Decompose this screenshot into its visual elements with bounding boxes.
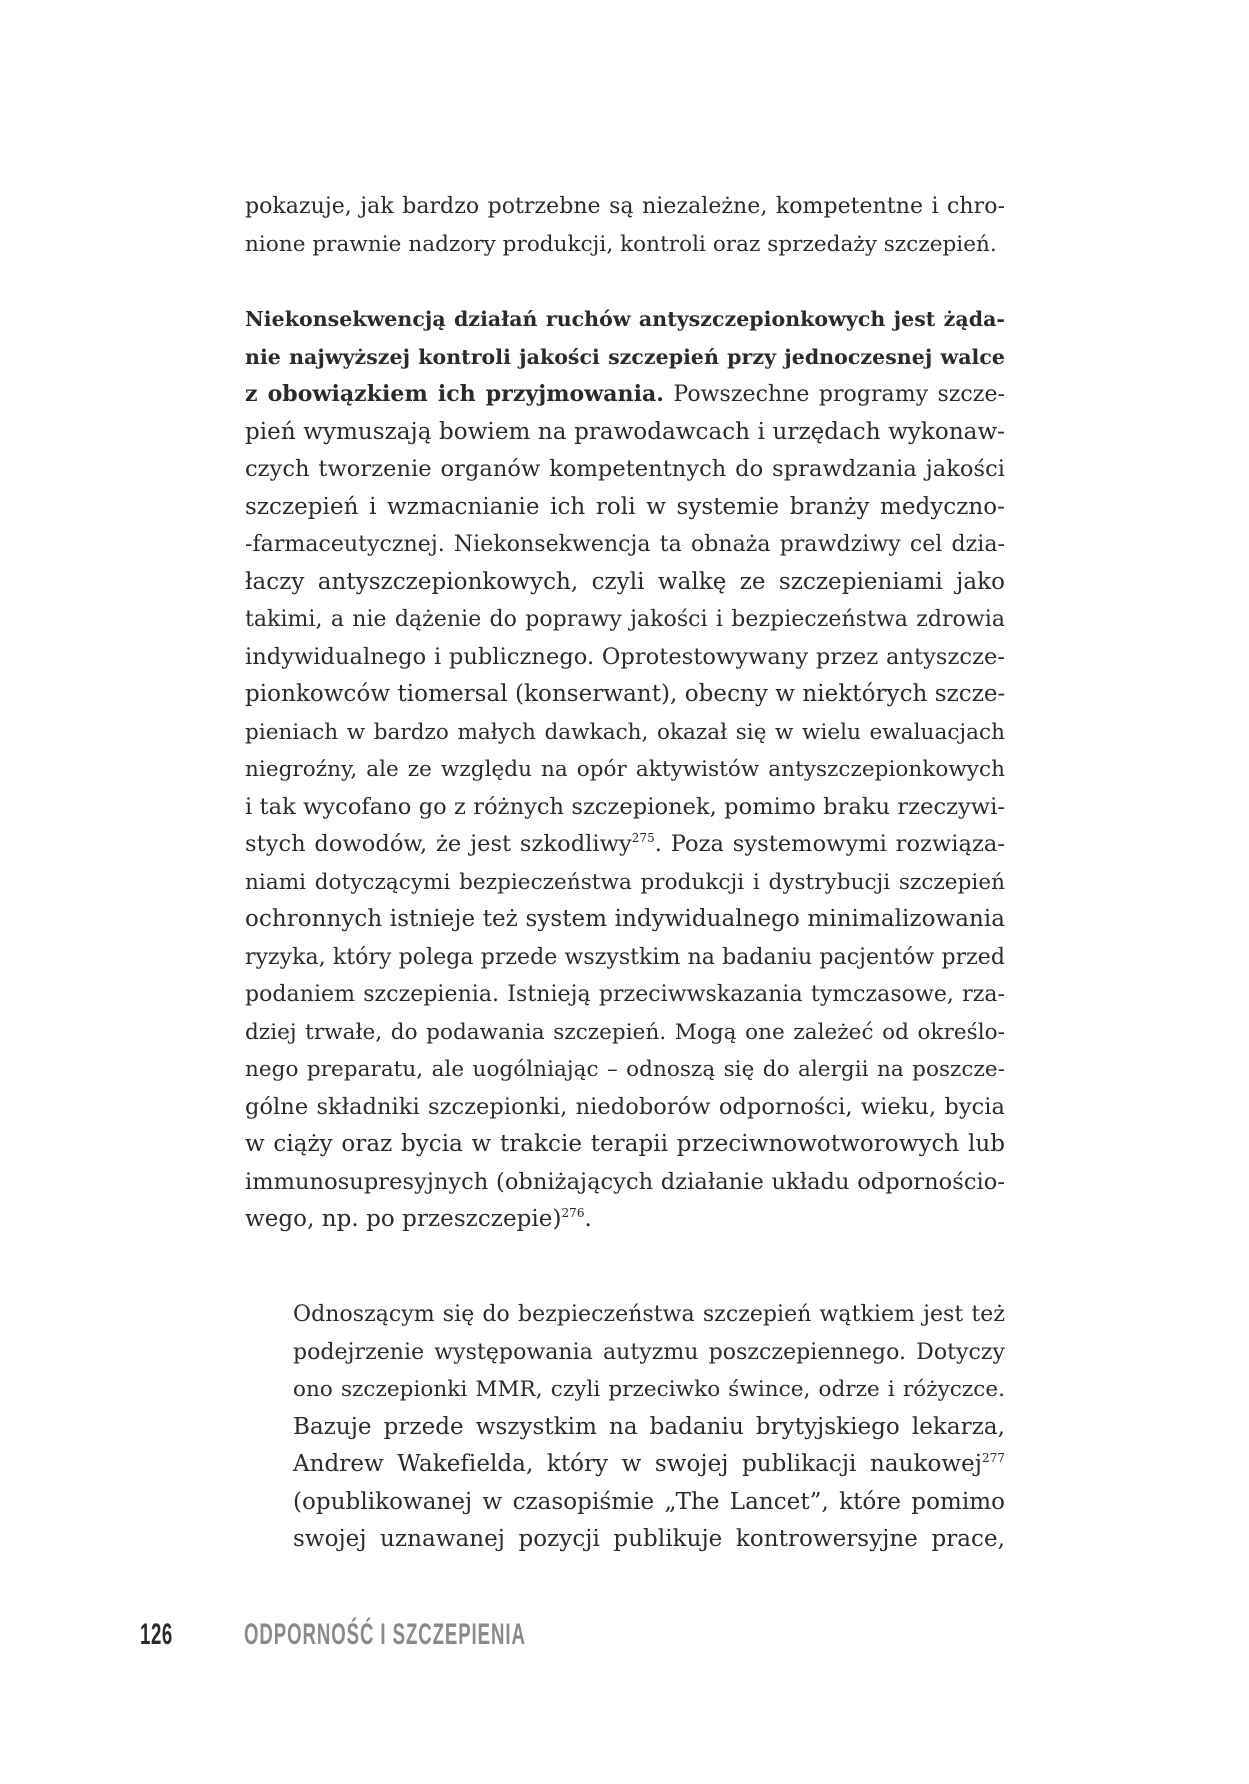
- page-footer: [140, 1618, 173, 1652]
- text-run: .: [584, 1206, 592, 1232]
- text-line: pionkowców tiomersal (konserwant), obecny w niektórych szcze-: [245, 681, 1006, 707]
- text-line: nione prawnie nadzory produkcji, kontroli oraz sprzedaży szczepień.: [245, 231, 997, 257]
- text-line: pieniach w bardzo małych dawkach, okazał się w wielu ewaluacjach: [245, 719, 1005, 745]
- text-line: w ciąży oraz bycia w trakcie terapii przeciwnowotworowych lub: [245, 1131, 1005, 1157]
- text-run: stych dowodów, że jest szkodliwy: [245, 831, 632, 857]
- text-run: Powszechne programy szcze-: [664, 382, 1006, 407]
- paragraph-indented: [293, 1296, 1005, 1559]
- text-line: takimi, a nie dążenie do poprawy jakości i bezpieczeństwa zdrowia: [245, 607, 1005, 632]
- text-line: szczepień i wzmacnianie ich roli w systemie branży medyczno-: [245, 493, 1005, 520]
- text-line: Odnoszącym się do bezpieczeństwa szczepień wątkiem jest też: [293, 1302, 1005, 1327]
- text-line: pokazuje, jak bardzo potrzebne są niezależne, kompetentne i chro-: [245, 194, 1005, 219]
- text-run: Andrew Wakefielda, który w swojej publikacji naukowej: [293, 1451, 982, 1477]
- text-line: nego preparatu, ale uogólniając – odnoszą się do alergii na poszcze-: [245, 1057, 1005, 1082]
- text-line: łaczy antyszczepionkowych, czyli walkę ze szczepieniami jako: [245, 568, 1005, 595]
- text-line: [245, 376, 1005, 414]
- bold-text-run: z obowiązkiem ich przyjmowania.: [245, 381, 665, 407]
- text-line: indywidualnego i publicznego. Oprotestowywany przez antyszcze-: [245, 643, 1005, 670]
- footnote-ref-275[interactable]: 275: [631, 831, 655, 845]
- text-run: wego, np. po przeszczepie): [245, 1206, 562, 1232]
- text-line: swojej uznawanej pozycji publikuje kontrowersyjne prace,: [293, 1526, 1005, 1552]
- footnote-ref-277[interactable]: 277: [981, 1451, 1005, 1465]
- text-line: [293, 1446, 1005, 1484]
- text-line: czych tworzenie organów kompetentnych do sprawdzania jakości: [245, 456, 1005, 482]
- text-line: [245, 826, 1005, 864]
- text-line: -farmaceutycznej. Niekonsekwencja ta obnaża prawdziwy cel dzia-: [245, 532, 1005, 557]
- text-line: pień wymuszają bowiem na prawodawcach i urzędach wykonaw-: [245, 418, 1005, 445]
- text-line: niami dotyczącymi bezpieczeństwa produkcji i dystrybucji szczepień: [245, 869, 1005, 895]
- text-line: ono szczepionki MMR, czyli przeciwko śwince, odrze i różyczce.: [293, 1377, 1005, 1402]
- paragraph-main: [245, 301, 1005, 1239]
- text-line: podaniem szczepienia. Istnieją przeciwwskazania tymczasowe, rza-: [245, 982, 1005, 1007]
- text-line: ochronnych istnieje też system indywidualnego minimalizowania: [245, 906, 1005, 932]
- text-line: ryzyka, który polega przede wszystkim na badaniu pacjentów przed: [245, 944, 1005, 970]
- running-title: ODPORNOŚĆ I SZCZEPIENIA: [244, 1618, 526, 1651]
- footnote-ref-276[interactable]: 276: [561, 1206, 585, 1220]
- text-line: podejrzenie występowania autyzmu poszczepiennego. Dotyczy: [293, 1339, 1005, 1365]
- text-line: gólne składniki szczepionki, niedoborów odporności, wieku, bycia: [245, 1093, 1005, 1120]
- text-line: dziej trwałe, do podawania szczepień. Mogą one zależeć od określo-: [245, 1019, 1005, 1045]
- text-run: . Poza systemowymi rozwiąza-: [654, 831, 1005, 857]
- bold-text-line: nie najwyższej kontroli jakości szczepień przy jednoczesnej walce: [245, 344, 1005, 369]
- text-line: [245, 1201, 1005, 1239]
- page-number: 126: [140, 1618, 173, 1651]
- text-line: (opublikowanej w czasopiśmie „The Lancet”, które pomimo: [293, 1488, 1005, 1515]
- text-line: i tak wycofano go z różnych szczepionek, pomimo braku rzeczywi-: [245, 793, 1005, 820]
- paragraph-intro: [245, 188, 1005, 263]
- text-line: niegroźny, ale ze względu na opór aktywistów antyszczepionkowych: [245, 757, 1005, 782]
- text-line: Bazuje przede wszystkim na badaniu brytyjskiego lekarza,: [293, 1413, 1005, 1440]
- bold-text-line: Niekonsekwencją działań ruchów antyszczepionkowych jest żąda-: [245, 307, 1005, 331]
- text-line: immunosupresyjnych (obniżających działanie układu odpornościo-: [245, 1168, 1005, 1195]
